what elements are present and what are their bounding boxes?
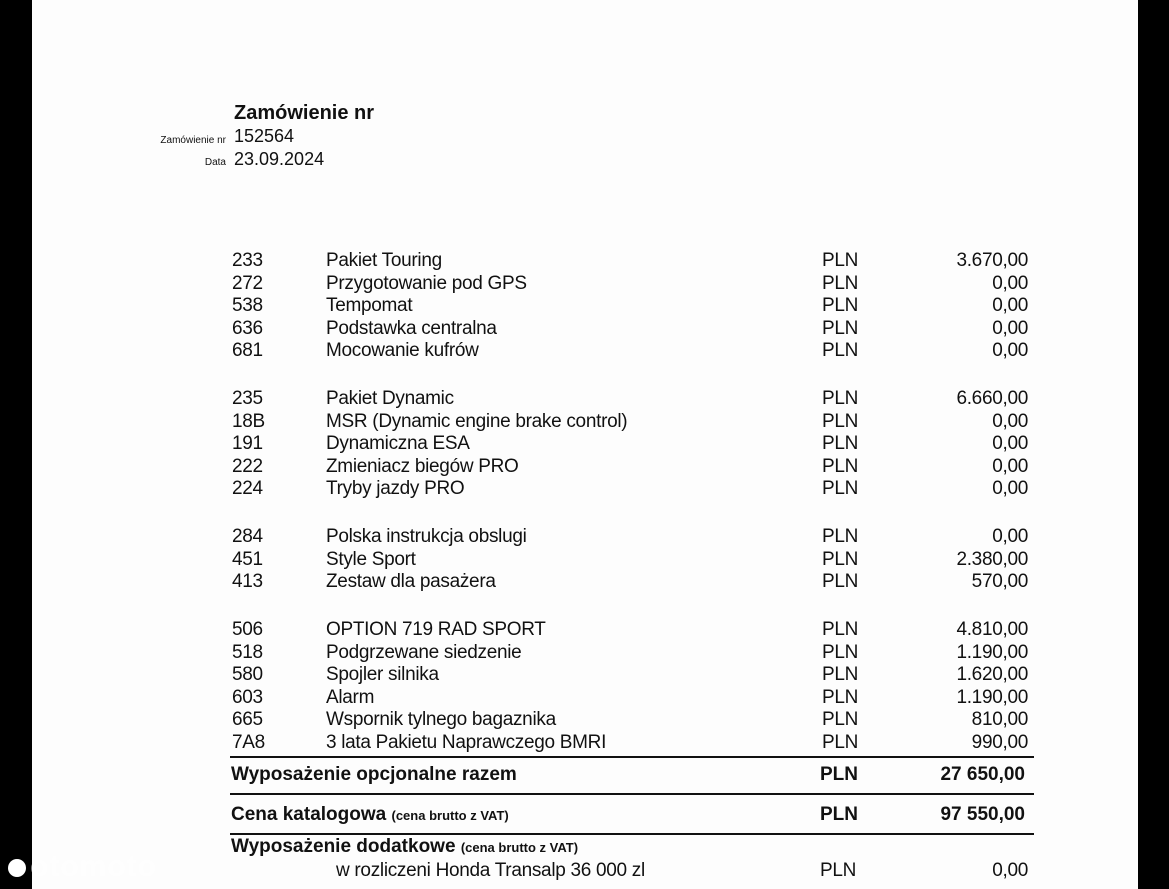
additional-equipment-label-text: Wyposażenie dodatkowe [231,836,456,857]
item-description: OPTION 719 RAD SPORT [326,619,546,640]
item-description: Alarm [326,686,375,708]
item-description: Podstawka centralna [326,317,497,339]
catalog-price-value: 97 550,00 [940,804,1025,825]
item-price: 0,00 [992,340,1028,362]
item-code: 7A8 [232,732,265,753]
item-price: 3.670,00 [956,250,1028,271]
item-description: Podgrzewane siedzenie [326,641,522,663]
item-currency: PLN [822,478,859,500]
item-description: Pakiet Touring [326,250,442,271]
item-price: 4.810,00 [956,619,1028,640]
item-row [32,318,1138,340]
item-row [32,295,1138,317]
tradein-currency: PLN [820,860,857,881]
item-code: 272 [232,272,263,294]
item-code: 518 [232,641,263,663]
item-price: 6.660,00 [956,388,1028,409]
item-currency: PLN [822,526,859,547]
item-row [32,433,1138,455]
item-description: Mocowanie kufrów [326,340,479,362]
item-currency: PLN [822,433,859,455]
item-description: Style Sport [326,548,416,570]
catalog-price-note: (cena brutto z VAT) [391,808,509,823]
item-description: Polska instrukcja obslugi [326,526,527,547]
divider-line [230,756,1034,758]
item-row [32,642,1138,664]
item-currency: PLN [822,732,859,753]
item-currency: PLN [822,548,859,570]
item-description: Przygotowanie pod GPS [326,272,527,294]
item-code: 636 [232,317,263,339]
item-description: Wspornik tylnego bagaznika [326,709,556,731]
item-price: 2.380,00 [956,548,1028,570]
watermark-dot-icon [8,859,26,877]
item-price: 0,00 [992,410,1028,432]
item-price: 0,00 [992,478,1028,500]
item-code: 665 [232,709,263,731]
optional-total-value: 27 650,00 [940,764,1025,785]
item-description: Zmieniacz biegów PRO [326,455,519,477]
order-number: 152564 [234,126,295,146]
item-row [32,526,1138,548]
item-row [32,664,1138,686]
item-description: Tryby jazdy PRO [326,478,465,500]
item-code: 191 [232,433,263,455]
divider-line [230,833,1034,835]
item-code: 538 [232,295,263,317]
item-code: 451 [232,548,263,570]
item-row [32,411,1138,433]
item-price: 1.190,00 [956,641,1028,663]
item-row [32,388,1138,410]
item-row [32,549,1138,571]
order-date-label: Data [204,157,226,168]
item-code: 413 [232,571,263,593]
item-code: 603 [232,686,263,708]
item-row [32,687,1138,709]
tradein-row [32,860,1138,882]
item-currency: PLN [822,641,859,663]
item-row [32,571,1138,593]
item-currency: PLN [822,340,859,362]
item-price: 0,00 [992,455,1028,477]
item-row [32,732,1138,754]
order-number-label: Zamówienie nr [160,135,226,146]
item-description: Tempomat [326,295,413,317]
item-code: 233 [232,250,263,271]
optional-total-row [32,764,1138,788]
item-currency: PLN [822,295,859,317]
item-description: Spojler silnika [326,664,439,686]
item-price: 810,00 [971,709,1028,731]
item-description: Dynamiczna ESA [326,433,470,455]
item-currency: PLN [822,571,859,593]
order-title: Zamówienie nr [234,102,375,124]
item-row [32,273,1138,295]
item-price: 0,00 [992,295,1028,317]
additional-equipment-row [32,836,1138,860]
item-code: 235 [232,388,263,409]
item-description: MSR (Dynamic engine brake control) [326,410,628,432]
item-currency: PLN [822,388,859,409]
catalog-price-label-text: Cena katalogowa [231,804,387,825]
item-description: Pakiet Dynamic [326,388,454,409]
item-currency: PLN [822,664,859,686]
item-description: 3 lata Pakietu Naprawczego BMRI [326,732,607,753]
item-price: 0,00 [992,317,1028,339]
item-price: 0,00 [992,526,1028,547]
item-currency: PLN [822,317,859,339]
catalog-price-label [231,804,509,826]
item-row [32,619,1138,641]
item-description: Zestaw dla pasażera [326,571,496,593]
tradein-value: 0,00 [992,860,1028,881]
item-code: 681 [232,340,263,362]
order-date: 23.09.2024 [234,149,325,169]
item-currency: PLN [822,272,859,294]
item-price: 0,00 [992,272,1028,294]
item-row [32,709,1138,731]
item-code: 18B [232,410,265,432]
tradein-desc: w rozliczeni Honda Transalp 36 000 zl [336,860,645,881]
watermark-text: otomoto [30,850,157,883]
item-currency: PLN [822,455,859,477]
item-currency: PLN [822,686,859,708]
optional-total-currency: PLN [820,764,858,785]
additional-equipment-label [231,836,578,858]
item-code: 580 [232,664,263,686]
optional-total-label: Wyposażenie opcjonalne razem [231,764,517,785]
item-currency: PLN [822,410,859,432]
item-currency: PLN [822,250,859,271]
catalog-price-currency: PLN [820,804,858,825]
item-price: 570,00 [971,571,1028,593]
item-code: 506 [232,619,263,640]
item-currency: PLN [822,709,859,731]
item-currency: PLN [822,619,859,640]
additional-equipment-note: (cena brutto z VAT) [460,840,579,855]
item-row [32,250,1138,272]
item-code: 222 [232,455,263,477]
item-row [32,340,1138,362]
item-row [32,478,1138,500]
item-price: 0,00 [992,433,1028,455]
item-price: 1.620,00 [956,664,1028,686]
item-code: 224 [232,478,263,500]
watermark-logo [8,850,157,884]
catalog-price-row [32,804,1138,828]
item-price: 1.190,00 [956,686,1028,708]
order-document [32,0,1138,889]
item-price: 990,00 [971,732,1028,753]
item-code: 284 [232,526,263,547]
item-row [32,456,1138,478]
divider-line [230,793,1034,795]
